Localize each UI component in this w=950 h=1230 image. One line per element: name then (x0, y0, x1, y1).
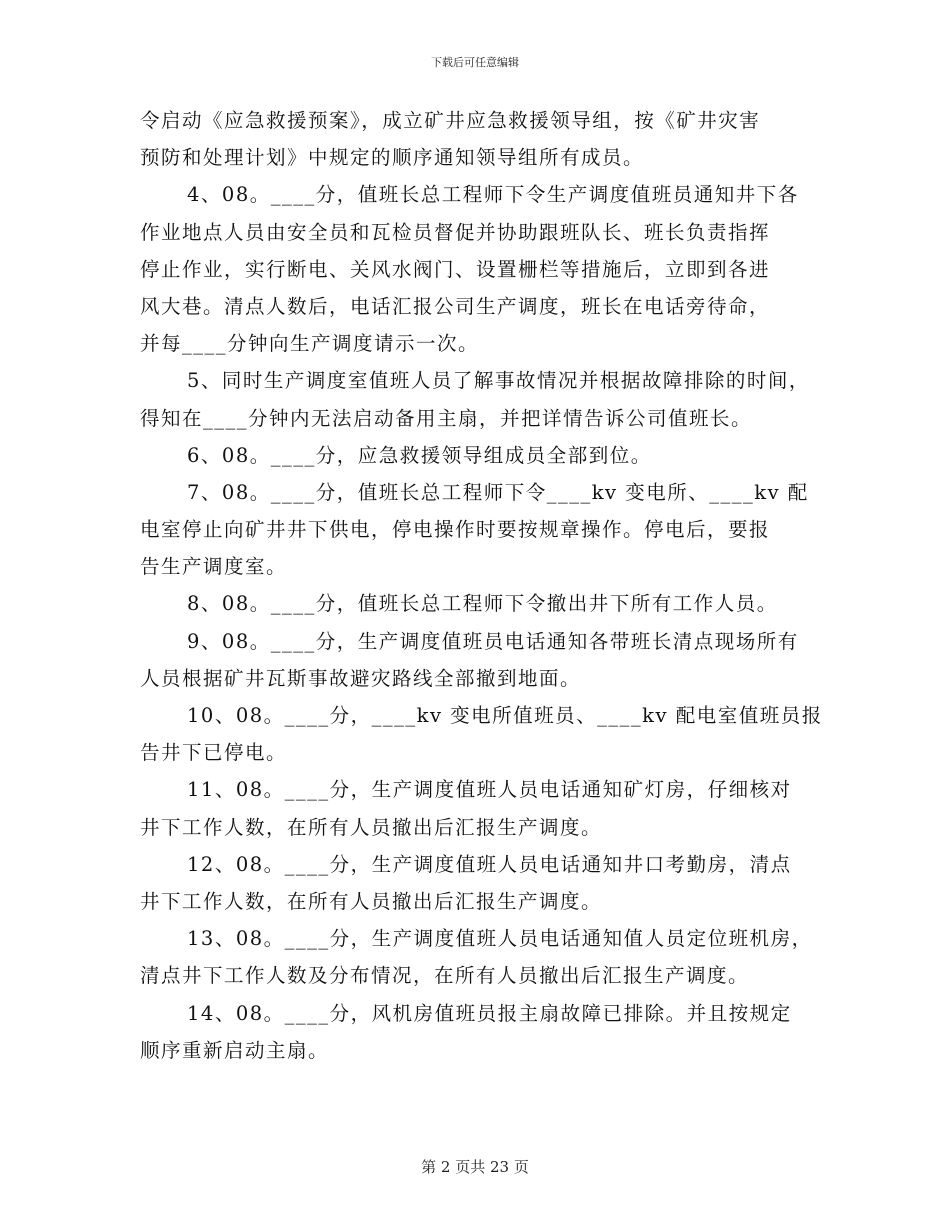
document-body (140, 102, 840, 1069)
text-line: 14、08。____分，风机房值班员报主扇故障已排除。并且按规定 (187, 1001, 792, 1025)
text-line: 风大巷。清点人数后，电话汇报公司生产调度，班长在电话旁待命， (140, 294, 771, 318)
text-line: 4、08。____分，值班长总工程师下令生产调度值班员通知井下各 (187, 183, 799, 207)
text-line: 顺序重新启动主扇。 (140, 1038, 330, 1062)
text-line: 预防和处理计划》中规定的顺序通知领导组所有成员。 (140, 146, 645, 170)
text-line: 5、同时生产调度室值班人员了解事故情况并根据故障排除的时间， (187, 369, 810, 393)
text-line: 9、08。____分，生产调度值班员电话通知各带班长清点现场所有 (187, 629, 799, 653)
page-header: 下载后可任意编辑 (431, 56, 519, 69)
text-line: 人员根据矿井瓦斯事故避灾路线全部撤到地面。 (140, 666, 582, 690)
text-line: 12、08。____分，生产调度值班人员电话通知井口考勤房，清点 (187, 852, 792, 876)
text-line: 井下工作人数，在所有人员撤出后汇报生产调度。 (140, 815, 603, 839)
text-line: 得知在____分钟内无法启动备用主扇，并把详情告诉公司值班长。 (140, 406, 753, 430)
text-line: 作业地点人员由安全员和瓦检员督促并协助跟班队长、班长负责指挥 (140, 220, 771, 244)
text-line: 井下工作人数，在所有人员撤出后汇报生产调度。 (140, 889, 603, 913)
text-line: 告生产调度室。 (140, 555, 288, 579)
text-line: 6、08。____分，应急救援领导组成员全部到位。 (187, 443, 652, 467)
text-line: 停止作业，实行断电、关风水阀门、设置栅栏等措施后，立即到各进 (140, 257, 771, 281)
text-line: 清点井下工作人数及分布情况，在所有人员撤出后汇报生产调度。 (140, 964, 750, 988)
text-line: 11、08。____分，生产调度值班人员电话通知矿灯房，仔细核对 (187, 778, 792, 802)
text-line: 13、08。____分，生产调度值班人员电话通知值人员定位班机房， (187, 927, 813, 951)
text-line: 10、08。____分，____kv 变电所值班员、____kv 配电室值班员报 (187, 704, 823, 727)
text-line: 电室停止向矿井井下供电，停电操作时要按规章操作。停电后，要报 (140, 518, 771, 542)
text-line: 告井下已停电。 (140, 741, 288, 765)
text-line: 7、08。____分，值班长总工程师下令____kv 变电所、____kv 配 (187, 480, 809, 504)
text-line: 8、08。____分，值班长总工程师下令撤出井下所有工作人员。 (187, 592, 778, 616)
text-line: 并每____分钟向生产调度请示一次。 (140, 332, 480, 356)
page-footer: 第 2 页共 23 页 (421, 1158, 529, 1176)
text-line: 令启动《应急救援预案》，成立矿井应急救援领导组，按《矿井灾害 (140, 109, 761, 132)
